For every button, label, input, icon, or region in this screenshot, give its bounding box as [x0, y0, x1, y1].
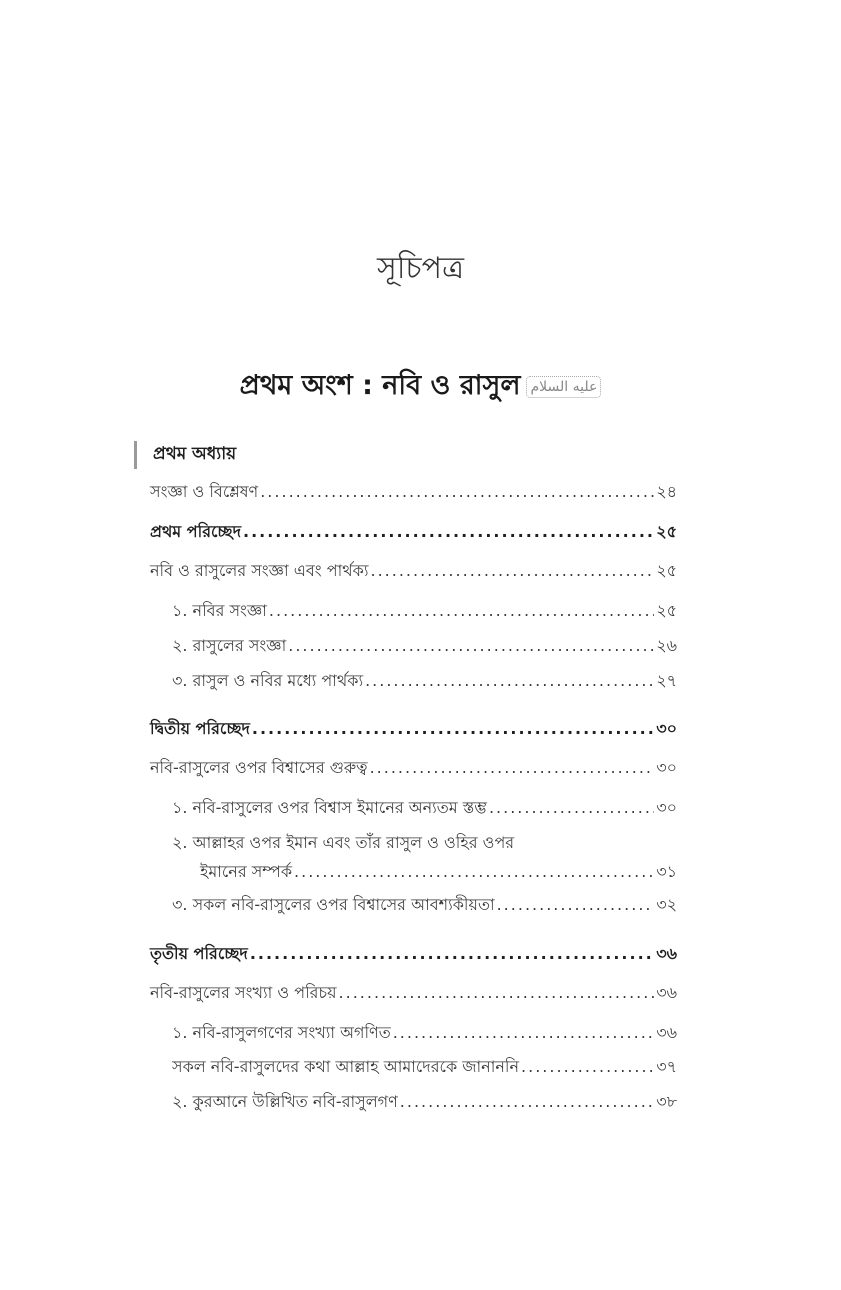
toc-entry-page: ২৫: [656, 601, 677, 620]
toc-entry-label: তৃতীয় পরিচ্ছেদ: [150, 944, 248, 963]
toc-entry[interactable]: [150, 557, 677, 585]
toc-entry-page: ৩৬: [656, 983, 677, 1002]
dot-leader: [252, 715, 654, 743]
toc-entry-page: ৩০: [656, 798, 677, 817]
toc-entry-label: ১. নবি-রাসুলগণের সংখ্যা অগণিত: [172, 1023, 391, 1042]
toc-subentry[interactable]: [172, 597, 677, 625]
toc-entry-label: নবি-রাসুলের সংখ্যা ও পরিচয়: [150, 983, 337, 1002]
part-title: [0, 364, 841, 408]
toc-entry-page: ৩২: [656, 895, 677, 914]
toc-subentry-first-line[interactable]: ২. আল্লাহর ওপর ইমান এবং তাঁর রাসুল ও ওহির ওপর: [172, 833, 515, 852]
toc-entry-label: ৩. সকল নবি-রাসুলের ওপর বিশ্বাসের আবশ্যকীয়তা: [172, 895, 495, 914]
toc-entry-label: ১. নবি-রাসুলের ওপর বিশ্বাস ইমানের অন্যতম স্তম্ভ: [172, 798, 487, 817]
toc-entry-label: ইমানের সম্পর্ক: [200, 862, 293, 881]
dot-leader: [400, 1088, 654, 1116]
toc-entry[interactable]: [150, 478, 677, 506]
toc-entry-label: সংজ্ঞা ও বিশ্লেষণ: [150, 482, 259, 501]
toc-entry-page: ৩৮: [656, 1092, 677, 1111]
chapter-marker-bar: [134, 441, 137, 469]
dot-leader: [269, 597, 654, 625]
toc-entry-page: ৩১: [656, 862, 677, 881]
toc-entry-label: সকল নবি-রাসুলদের কথা আল্লাহ আমাদেরকে জানাননি: [172, 1057, 520, 1076]
page-title: সূচিপত্র: [377, 251, 464, 286]
toc-entry-label: দ্বিতীয় পরিচ্ছেদ: [150, 719, 250, 738]
dot-leader: [370, 557, 654, 585]
toc-subentry[interactable]: [172, 667, 677, 695]
toc-entry-label: ৩. রাসুল ও নবির মধ্যে পার্থক্য: [172, 671, 364, 690]
toc-section-heading[interactable]: [150, 715, 677, 743]
toc-entry-page: ২৭: [656, 671, 677, 690]
salutation-calligraphy-icon: عليه السلام: [526, 376, 601, 398]
toc-entry-page: ৩০: [656, 719, 677, 738]
toc-subentry[interactable]: [172, 1053, 677, 1081]
dot-leader: [497, 891, 655, 919]
toc-entry-page: ২৬: [656, 636, 677, 655]
toc-subentry[interactable]: [172, 1019, 677, 1047]
dot-leader: [250, 940, 654, 968]
toc-entry[interactable]: [150, 979, 677, 1007]
chapter-heading: প্রথম অধ্যায়: [153, 444, 237, 464]
dot-leader: [288, 632, 654, 660]
toc-section-heading[interactable]: [150, 940, 677, 968]
toc-entry-page: ২৫: [656, 522, 677, 541]
dot-leader: [521, 1053, 654, 1081]
toc-subentry[interactable]: [172, 891, 677, 919]
toc-subentry[interactable]: [172, 632, 677, 660]
toc-entry-label: নবি-রাসুলের ওপর বিশ্বাসের গুরুত্ব: [150, 758, 368, 777]
dot-leader: [260, 478, 654, 506]
part-title-text: প্রথম অংশ : নবি ও রাসুল: [239, 370, 521, 401]
toc-subentry[interactable]: [172, 1088, 677, 1116]
dot-leader: [243, 518, 654, 546]
toc-entry-label: নবি ও রাসুলের সংজ্ঞা এবং পার্থক্য: [150, 561, 369, 580]
toc-section-heading[interactable]: [150, 518, 677, 546]
toc-entry-page: ৩৬: [656, 1023, 677, 1042]
dot-leader: [365, 667, 654, 695]
toc-entry-page: ৩৭: [656, 1057, 677, 1076]
toc-subentry[interactable]: [172, 794, 677, 822]
dot-leader: [294, 858, 654, 886]
dot-leader: [393, 1019, 654, 1047]
dot-leader: [489, 794, 654, 822]
dot-leader: [370, 754, 655, 782]
toc-entry[interactable]: [150, 754, 677, 782]
toc-entry-page: ৩৬: [656, 944, 677, 963]
toc-subentry-continuation[interactable]: [200, 858, 677, 886]
toc-entry-label: প্রথম পরিচ্ছেদ: [150, 522, 241, 541]
toc-entry-page: ২৫: [656, 561, 677, 580]
toc-entry-label: ২. রাসুলের সংজ্ঞা: [172, 636, 287, 655]
toc-entry-label: ২. কুরআনে উল্লিখিত নবি-রাসুলগণ: [172, 1092, 398, 1111]
toc-entry-page: ২৪: [656, 482, 677, 501]
dot-leader: [339, 979, 655, 1007]
toc-entry-page: ৩০: [656, 758, 677, 777]
toc-entry-label: ১. নবির সংজ্ঞা: [172, 601, 267, 620]
